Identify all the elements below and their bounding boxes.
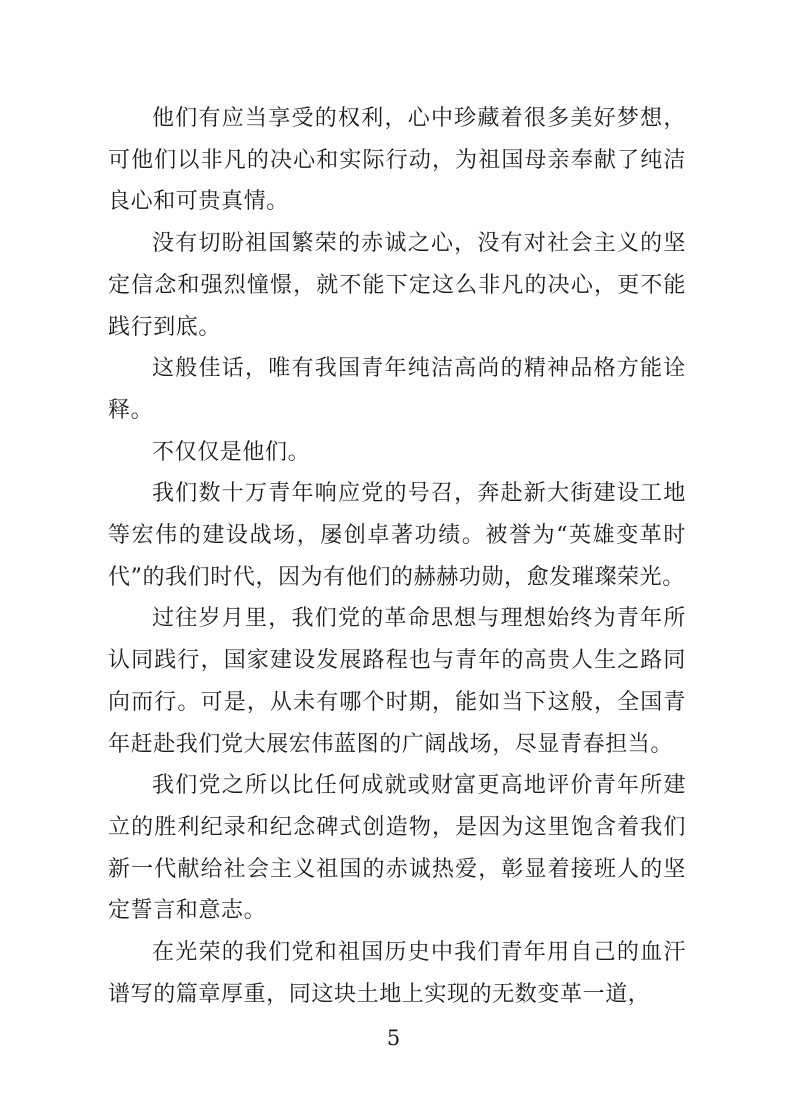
paragraph: 没有切盼祖国繁荣的赤诚之心，没有对社会主义的坚定信念和强烈憧憬，就不能下定这么非凡的决心，更不能践行到底。 bbox=[108, 231, 686, 340]
body-text bbox=[108, 98, 686, 1015]
paragraph: 我们数十万青年响应党的号召，奔赴新大街建设工地等宏伟的建设战场，屡创卓著功绩。被誉为“英雄变革时代”的我们时代，因为有他们的赫赫功勋，愈发璀璨荣光。 bbox=[108, 481, 686, 590]
paragraph: 他们有应当享受的权利，心中珍藏着很多美好梦想，可他们以非凡的决心和实际行动，为祖国母亲奉献了纯洁良心和可贵真情。 bbox=[108, 106, 686, 215]
page-number: 5 bbox=[386, 1026, 401, 1050]
paragraph: 在光荣的我们党和祖国历史中我们青年用自己的血汗谱写的篇章厚重，同这块土地上实现的无数变革一道， bbox=[108, 940, 686, 1007]
paragraph: 不仅仅是他们。 bbox=[152, 439, 311, 465]
paragraph: 这般佳话，唯有我国青年纯洁高尚的精神品格方能诠释。 bbox=[108, 356, 686, 423]
paragraph: 我们党之所以比任何成就或财富更高地评价青年所建立的胜利纪录和纪念碑式创造物，是因为这里饱含着我们新一代献给社会主义祖国的赤诚热爱，彰显着接班人的坚定誓言和意志。 bbox=[108, 773, 686, 924]
paragraph: 过往岁月里，我们党的革命思想与理想始终为青年所认同践行，国家建设发展路程也与青年的高贵人生之路同向而行。可是，从未有哪个时期，能如当下这般，全国青年赶赴我们党大展宏伟蓝图的广阔战场，尽显青春担当。 bbox=[108, 606, 686, 757]
